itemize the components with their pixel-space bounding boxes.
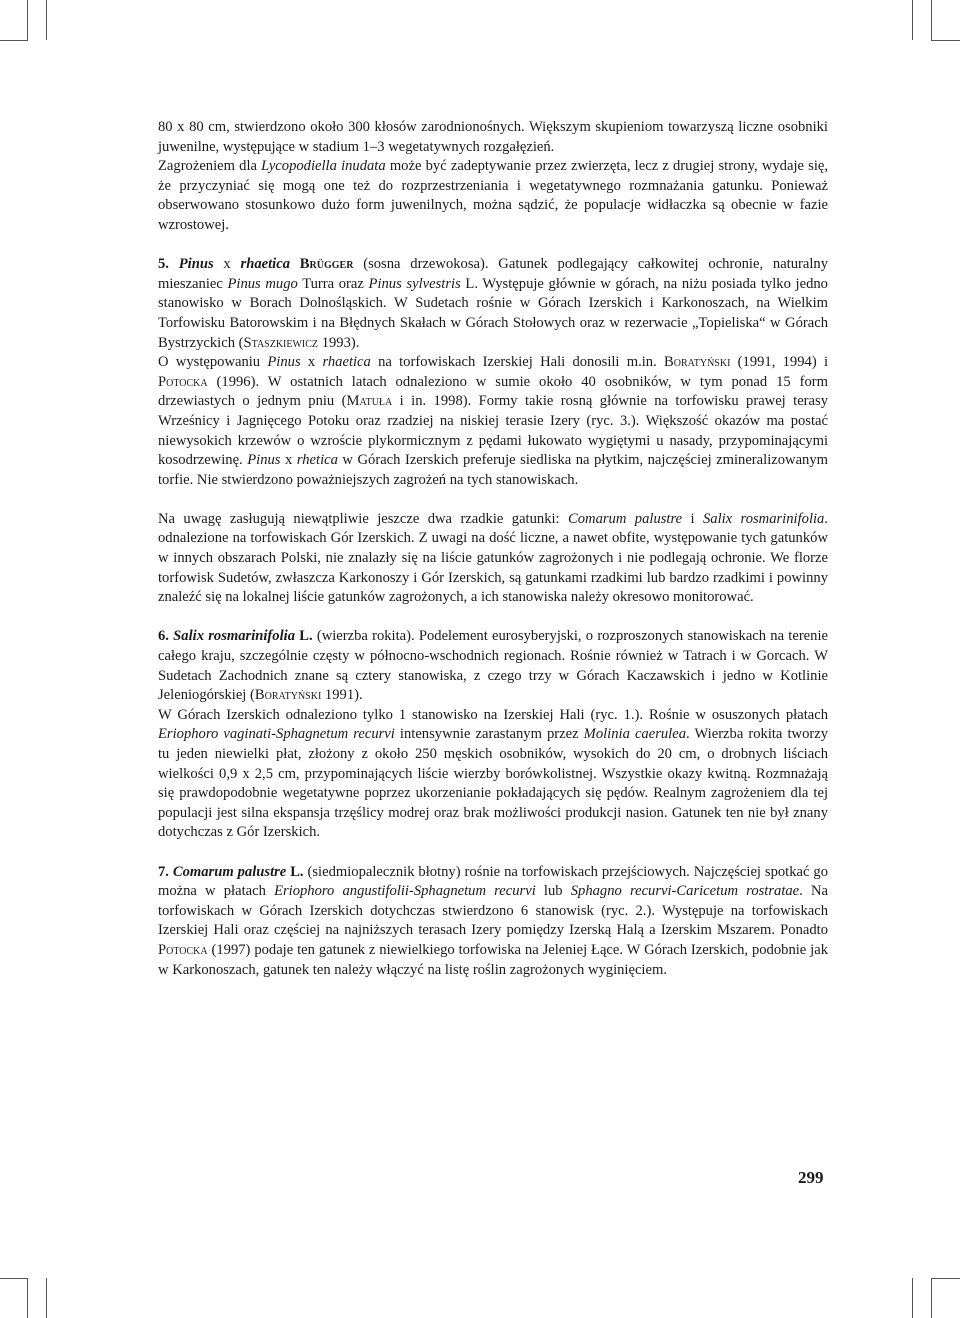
citation-author: Staszkiewicz [243, 334, 319, 351]
text: w Górach Izerskich preferuje siedliska na płytkim, najczęściej zmineralizowanym torfie. Nie stwierdzono poważniejszych zagrożeń na tych stanowiskach. [158, 452, 828, 488]
text: (sosna drzewokosa). Gatunek podlegający całkowitej ochronie, naturalny mieszaniec [158, 256, 829, 292]
species-name: Salix rosmarinifolia [702, 510, 825, 527]
text: 80 x 80 cm, stwierdzono około 300 kłosów zarodnionośnych. Większym skupieniom towarzyszą liczne osobniki juwenilne, występujące w stadium 1–3 wegetatywnych rozgałęzień. [158, 119, 828, 155]
crop-mark-top-left-horizontal [0, 40, 28, 41]
text: O występowaniu [158, 354, 268, 371]
species-author: L. [286, 863, 304, 880]
species-name: Comarum palustre [172, 863, 287, 880]
section-7-paragraph [158, 863, 828, 981]
species-name: Pinus mugo [227, 275, 298, 292]
crop-mark-bottom-left-vertical-2 [46, 1278, 47, 1318]
crop-mark-bottom-right-horizontal [931, 1278, 960, 1279]
citation-author: Boratyński [664, 354, 731, 371]
citation-author: Boratyński [254, 687, 322, 704]
citation-author: Potocka [158, 373, 208, 390]
text: 1993). [318, 334, 360, 351]
crop-mark-bottom-right-vertical-2 [931, 1278, 932, 1318]
species-name: Salix rosmarinifolia [173, 628, 295, 645]
species-name: Pinus [267, 354, 301, 371]
section-5-paragraph-1 [158, 255, 828, 353]
text: na torfowiskach Izerskiej Hali donosili m.in. [370, 354, 665, 371]
text: może być zadeptywanie przez zwierzęta, lecz z drugiej strony, wydaje się, że przyczyniać się mogą one też do rozprzestrzeniania i wegetatywnego rozmnażania gatunku. Ponieważ obserwowano stosunkowo dużo form juwenilnych, można sądzić, że populacje widłaczka są obecnie w fazie wzrostowej. [158, 158, 828, 233]
crop-mark-top-left-vertical [27, 0, 28, 40]
species-epithet: rhaetica [240, 256, 290, 273]
species-name: Pinus sylvestris [368, 275, 461, 292]
association-name: Sphagno recurvi-Caricetum rostratae [570, 883, 800, 900]
text: x [280, 452, 297, 469]
text: . Wierzba rokita tworzy tu jeden niewielki płat, złożony z około 250 męskich osobników, wysokich do 20 cm, o drobnych liściach wielkości 0,9 x 2,5 cm, przypominających liście wierzby borówkolistnej. Wszystkie okazy kwitną. Rozmnażają się prawdopodobnie wegetatywne poprzez ukorzenianie pokładających się pędów. Realnym zagrożeniem dla tej populacji jest silna ekspansja trzęślicy modrej oraz brak możliwości produkcji nasion. Gatunek ten nie był znany dotychczas z Gór Izerskich. [158, 726, 828, 841]
crop-mark-top-right-vertical [912, 0, 913, 40]
text: (wierzba rokita). Podelement eurosyberyjski, o rozproszonych stanowiskach na terenie całego kraju, szczególnie częsty w północno-wschodnich regionach. Rośnie również w Tatrach i w Gorcach. W Sudetach Zachodnich znane są cztery stanowiska, z czego trzy w Górach Kaczawskich i jedno w Kotlinie Jeleniogórskiej ( [158, 628, 828, 704]
text: L. Występuje głównie w górach, na niżu posiada tylko jedno stanowisko w Borach Dolnośląskich. W Sudetach rośnie w Górach Izerskich i Karkonoszach, na Wielkim Torfowisku Batorowskim i na Błędnych Skałach w Górach Stołowych oraz w rezerwacie „Topieliska“ w Górach Bystrzyckich ( [158, 275, 828, 351]
intro-paragraph-1 [158, 118, 828, 157]
species-author: L. [295, 628, 313, 645]
crop-mark-bottom-left-vertical [27, 1278, 28, 1318]
intro-paragraph-2 [158, 157, 828, 235]
citation-author: Matuła [346, 393, 393, 410]
crop-mark-top-right-horizontal [931, 40, 960, 41]
text: lub [535, 883, 571, 900]
page-number: 299 [798, 1168, 824, 1187]
species-name: rhetica [296, 452, 338, 469]
species-name: Molinia caerulea [583, 726, 687, 743]
text: (1997) podaje ten gatunek z niewielkiego torfowiska na Jeleniej Łące. W Górach Izerskich, podobnie jak w Karkonoszach, gatunek ten należy włączyć na listę roślin zagrożonych wyginięciem. [158, 941, 828, 978]
section-number: 5. [158, 256, 179, 273]
note-paragraph [158, 510, 828, 608]
text: Zagrożeniem dla [158, 158, 262, 175]
text: . Na torfowiskach w Górach Izerskich dotychczas stwierdzono 6 stanowisk (ryc. 2.). Występuje na torfowiskach Izerskiej Hali oraz częściej na najniższych terasach Izery pomiędzy Izerską Halą a Izerskim Mszarem. Ponadto [158, 883, 828, 939]
crop-mark-top-left-vertical-2 [46, 0, 47, 40]
text: x [213, 256, 241, 273]
species-name: rhaetica [322, 354, 371, 371]
section-6-paragraph-1 [158, 627, 828, 705]
text: (siedmiopalecznik błotny) rośnie na torfowiskach przejściowych. Najczęściej spotkać go można w płatach [158, 863, 828, 900]
species-name: Pinus [247, 452, 281, 469]
species-genus: Pinus [178, 256, 214, 273]
text: intensywnie zarastanym przez [394, 726, 584, 743]
crop-mark-top-right-vertical-2 [931, 0, 932, 40]
crop-mark-bottom-left-horizontal [0, 1278, 28, 1279]
text: Na uwagę zasługują niewątpliwie jeszcze dwa rzadkie gatunki: [158, 510, 569, 527]
text: i in. 1998). Formy takie rosną głównie na torfowisku prawej terasy Wrześnicy i Jagnięcego Potoku oraz rzadziej na niskiej terasie Izery (ryc. 3.). Większość okazów ma postać niewysokich krzewów o wzroście plykormicznym z pędami łukowato wygiętymi u nasady, przypominającymi kosodrzewinę. [158, 393, 828, 469]
page-body [158, 118, 828, 980]
text: . odnalezione na torfowiskach Gór Izerskich. Z uwagi na dość liczne, a nawet obfite, występowanie tych gatunków w innych obszarach Polski, nie znalazły się na liście gatunków zagrożonych i nie podlegają ochronie. We florze torfowisk Sudetów, zwłaszcza Karkonoszy i Gór Izerskich, są gatunkami rzadkimi lub bardzo rzadkimi i powinny znaleźć się na lokalnej liście gatunków zagrożonych, a ich stanowiska należy okresowo monitorować. [158, 510, 829, 606]
section-5-paragraph-2 [158, 353, 828, 490]
species-name: Comarum palustre [568, 510, 683, 527]
text: Turra oraz [297, 275, 369, 292]
species-author: Brügger [290, 256, 354, 273]
association-name: Eriophoro vaginati-Sphagnetum recurvi [158, 726, 395, 743]
text: (1996). W ostatnich latach odnaleziono w sumie około 40 osobników, w tym ponad 15 form drzewiastych o jednym pniu ( [158, 373, 828, 410]
text: x [300, 354, 323, 371]
section-6-paragraph-2 [158, 706, 828, 843]
section-number: 6. [158, 628, 174, 645]
text: W Górach Izerskich odnaleziono tylko 1 stanowisko na Izerskiej Hali (ryc. 1.). Rośnie w osuszonych płatach [158, 706, 828, 723]
text: i [682, 510, 703, 527]
crop-mark-bottom-right-vertical [912, 1278, 913, 1318]
citation-author: Potocka [158, 941, 208, 958]
text: (1991, 1994) i [730, 354, 828, 371]
text: 1991). [321, 687, 363, 704]
section-number: 7. [158, 863, 173, 880]
species-name: Lycopodiella inudata [261, 158, 386, 175]
association-name: Eriophoro angustifolii-Sphagnetum recurvi [274, 883, 536, 900]
